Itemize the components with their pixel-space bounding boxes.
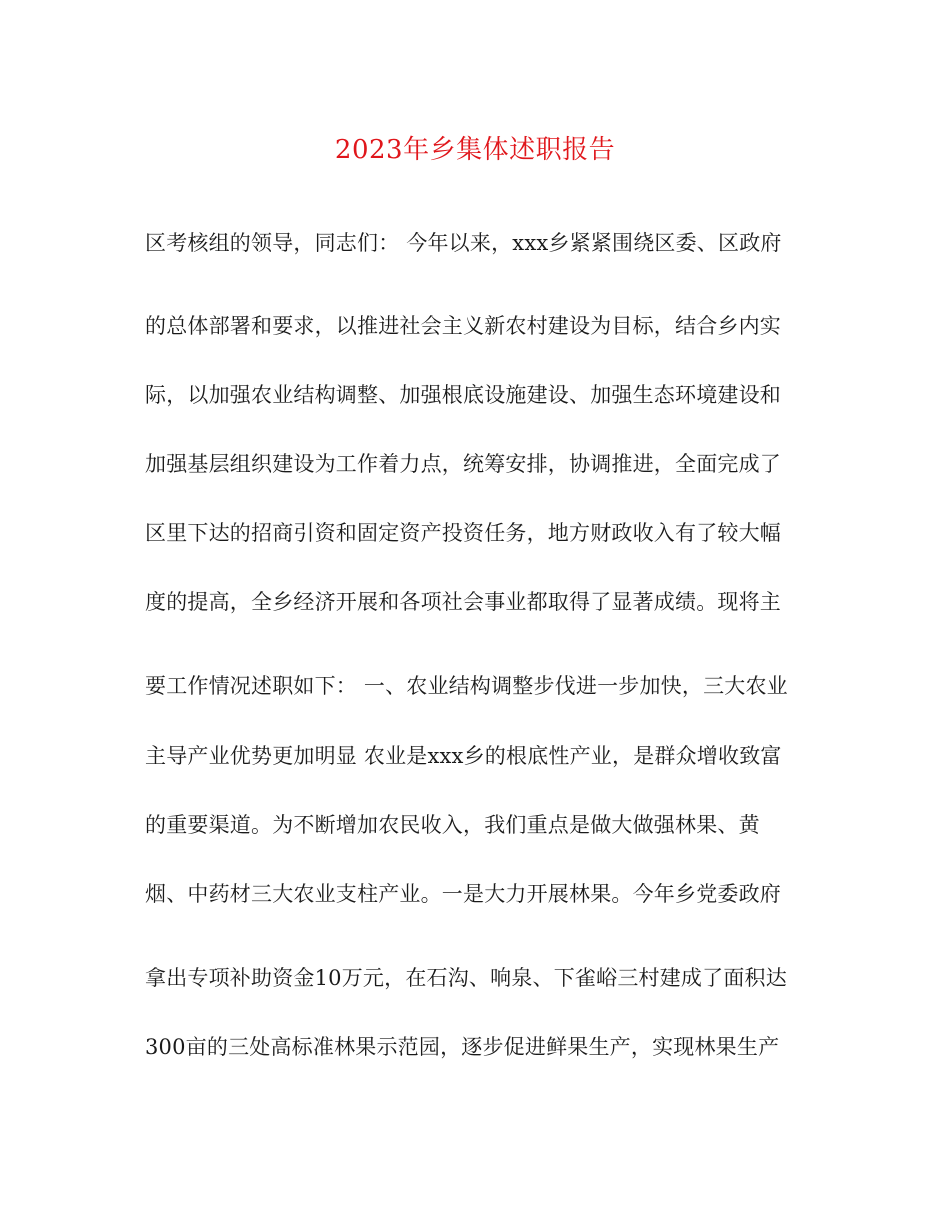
body-line: 际，以加强农业结构调整、加强根底设施建设、加强生态环境建设和 — [145, 383, 781, 407]
body-line: 要工作情况述职如下： 一、农业结构调整步伐进一步加快，三大农业 — [145, 674, 788, 698]
body-line: 拿出专项补助资金10万元，在石沟、响泉、下雀峪三村建成了面积达 — [145, 966, 787, 990]
body-line: 主导产业优势更加明显 农业是xxx乡的根底性产业，是群众增收致富 — [145, 744, 782, 768]
body-line: 加强基层组织建设为工作着力点，统筹安排，协调推进，全面完成了 — [145, 452, 781, 476]
body-line: 烟、中药材三大农业支柱产业。一是大力开展林果。今年乡党委政府 — [145, 882, 781, 906]
body-line: 度的提高，全乡经济开展和各项社会事业都取得了显著成绩。现将主 — [145, 590, 781, 614]
body-line: 区里下达的招商引资和固定资产投资任务，地方财政收入有了较大幅 — [145, 521, 781, 545]
body-line: 区考核组的领导，同志们： 今年以来，xxx乡紧紧围绕区委、区政府 — [145, 231, 782, 255]
body-line: 的总体部署和要求，以推进社会主义新农村建设为目标，结合乡内实 — [145, 314, 781, 338]
document-title: 2023年乡集体述职报告 — [334, 135, 616, 165]
body-line: 300亩的三处高标准林果示范园，逐步促进鲜果生产，实现林果生产 — [145, 1035, 780, 1059]
body-line: 的重要渠道。为不断增加农民收入，我们重点是做大做强林果、黄 — [145, 813, 760, 837]
